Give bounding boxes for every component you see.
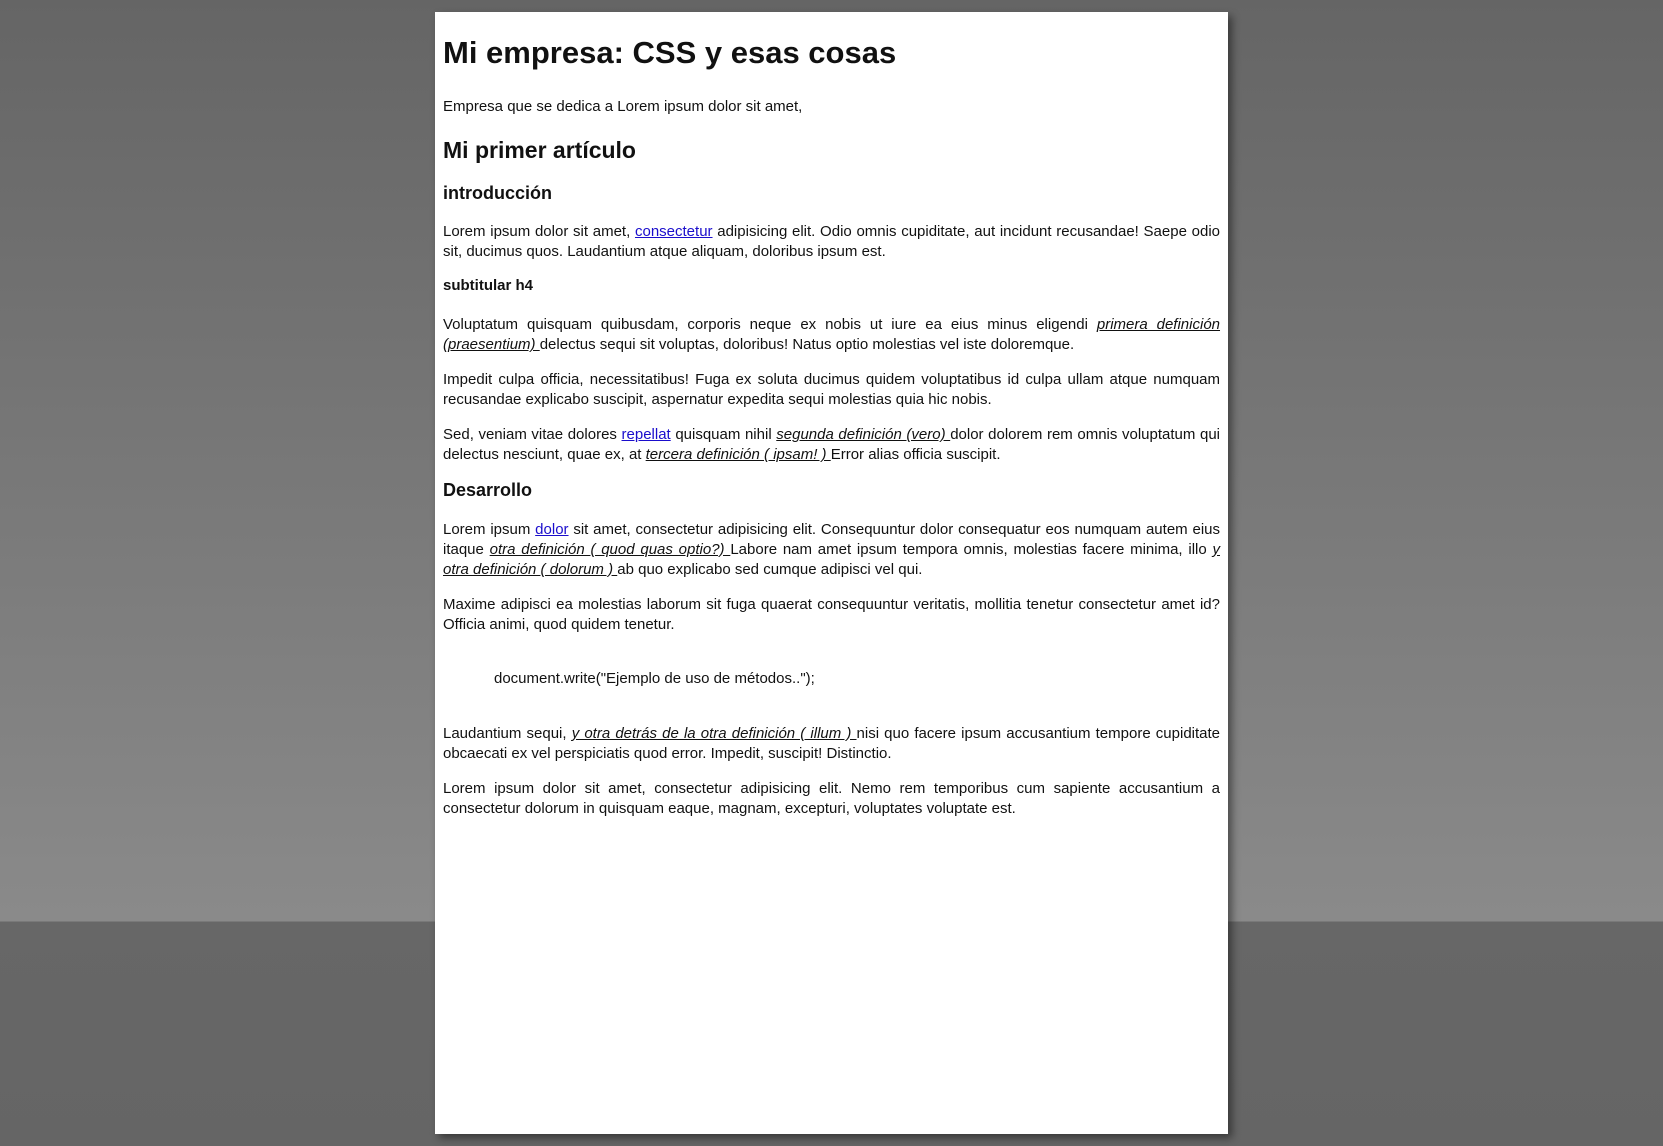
- page-title: Mi empresa: CSS y esas cosas: [443, 35, 897, 70]
- document-page: [435, 12, 1228, 1134]
- text-run: sit amet, consectetur adipisicing elit. Consequuntur dolor consequatur eos numquam autem eius itaque: [443, 520, 1220, 558]
- definition-y-otra: y otra definición ( dolorum ): [443, 540, 1220, 578]
- section-heading-desarrollo: Desarrollo: [443, 480, 533, 501]
- text-run: adipisicing elit. Odio omnis cupiditate, aut incidunt recusandae! Saepe odio sit, ducimus quos. Laudantium atque aliquam, doloribus ipsum est.: [443, 223, 1220, 261]
- text-run: Lorem ipsum dolor sit amet,: [443, 223, 635, 241]
- desarrollo-paragraph-3: [443, 724, 1220, 764]
- text-run: quisquam nihil: [670, 426, 777, 444]
- definition-otra: otra definición ( quod quas optio?): [489, 540, 731, 558]
- link-repellat[interactable]: repellat: [621, 426, 671, 444]
- text-run: delectus sequi sit voluptas, doloribus! Natus optio molestias vel iste doloremque.: [539, 336, 1075, 354]
- text-run: Error alias officia suscipit.: [830, 446, 1001, 464]
- definition-primera: primera definición (praesentium): [443, 316, 1221, 354]
- definition-detras: y otra detrás de la otra definición ( illum ): [571, 724, 857, 742]
- subheading-h4: subtitular h4: [443, 277, 534, 295]
- definition-tercera: tercera definición ( ipsam! ): [645, 446, 831, 464]
- link-dolor[interactable]: dolor: [535, 520, 569, 538]
- text-run: Sed, veniam vitae dolores: [443, 426, 622, 444]
- text-run: Voluptatum quisquam quibusdam, corporis neque ex nobis ut iure ea eius minus eligendi: [443, 316, 1097, 334]
- code-block: document.write("Ejemplo de uso de métodos..");: [494, 669, 815, 687]
- intro-paragraph-4: [443, 425, 1220, 465]
- intro-paragraph-1: [443, 222, 1220, 262]
- text-run: Lorem ipsum: [443, 520, 536, 538]
- text-run: dolor dolorem rem omnis voluptatum qui delectus nesciunt, quae ex, at: [443, 426, 1220, 464]
- section-heading-introduccion: introducción: [443, 182, 552, 203]
- article-title: Mi primer artículo: [443, 137, 636, 164]
- definition-segunda: segunda definición (vero): [776, 426, 951, 444]
- desarrollo-paragraph-1: [443, 520, 1220, 580]
- desarrollo-paragraph-2: Maxime adipisci ea molestias laborum sit fuga quaerat consequuntur veritatis, mollitia tenetur consectetur amet id? Officia animi, quod quidem tenetur.: [443, 595, 1220, 633]
- company-tagline: Empresa que se dedica a Lorem ipsum dolor sit amet,: [443, 98, 803, 116]
- intro-paragraph-2: [443, 315, 1220, 355]
- text-run: Labore nam amet ipsum tempora omnis, molestias facere minima, illo: [730, 540, 1213, 558]
- intro-paragraph-3: Impedit culpa officia, necessitatibus! Fuga ex soluta ducimus quidem voluptatibus id culpa ullam atque numquam recusandae explicabo suscipit, aspernatur expedita sequi molestias quia hic nobis.: [443, 371, 1220, 409]
- text-run: ab quo explicabo sed cumque adipisci vel qui.: [617, 560, 923, 578]
- text-run: nisi quo facere ipsum accusantium tempore cupiditate obcaecati ex vel perspiciatis quod error. Impedit, suscipit! Distinctio.: [443, 724, 1221, 762]
- text-run: Laudantium sequi,: [443, 724, 572, 742]
- desarrollo-paragraph-4: Lorem ipsum dolor sit amet, consectetur adipisicing elit. Nemo rem temporibus cum sapiente accusantium a consectetur dolorum in quisquam eaque, magnam, excepturi, voluptates voluptate est.: [443, 779, 1220, 817]
- link-consectetur[interactable]: consectetur: [634, 223, 713, 241]
